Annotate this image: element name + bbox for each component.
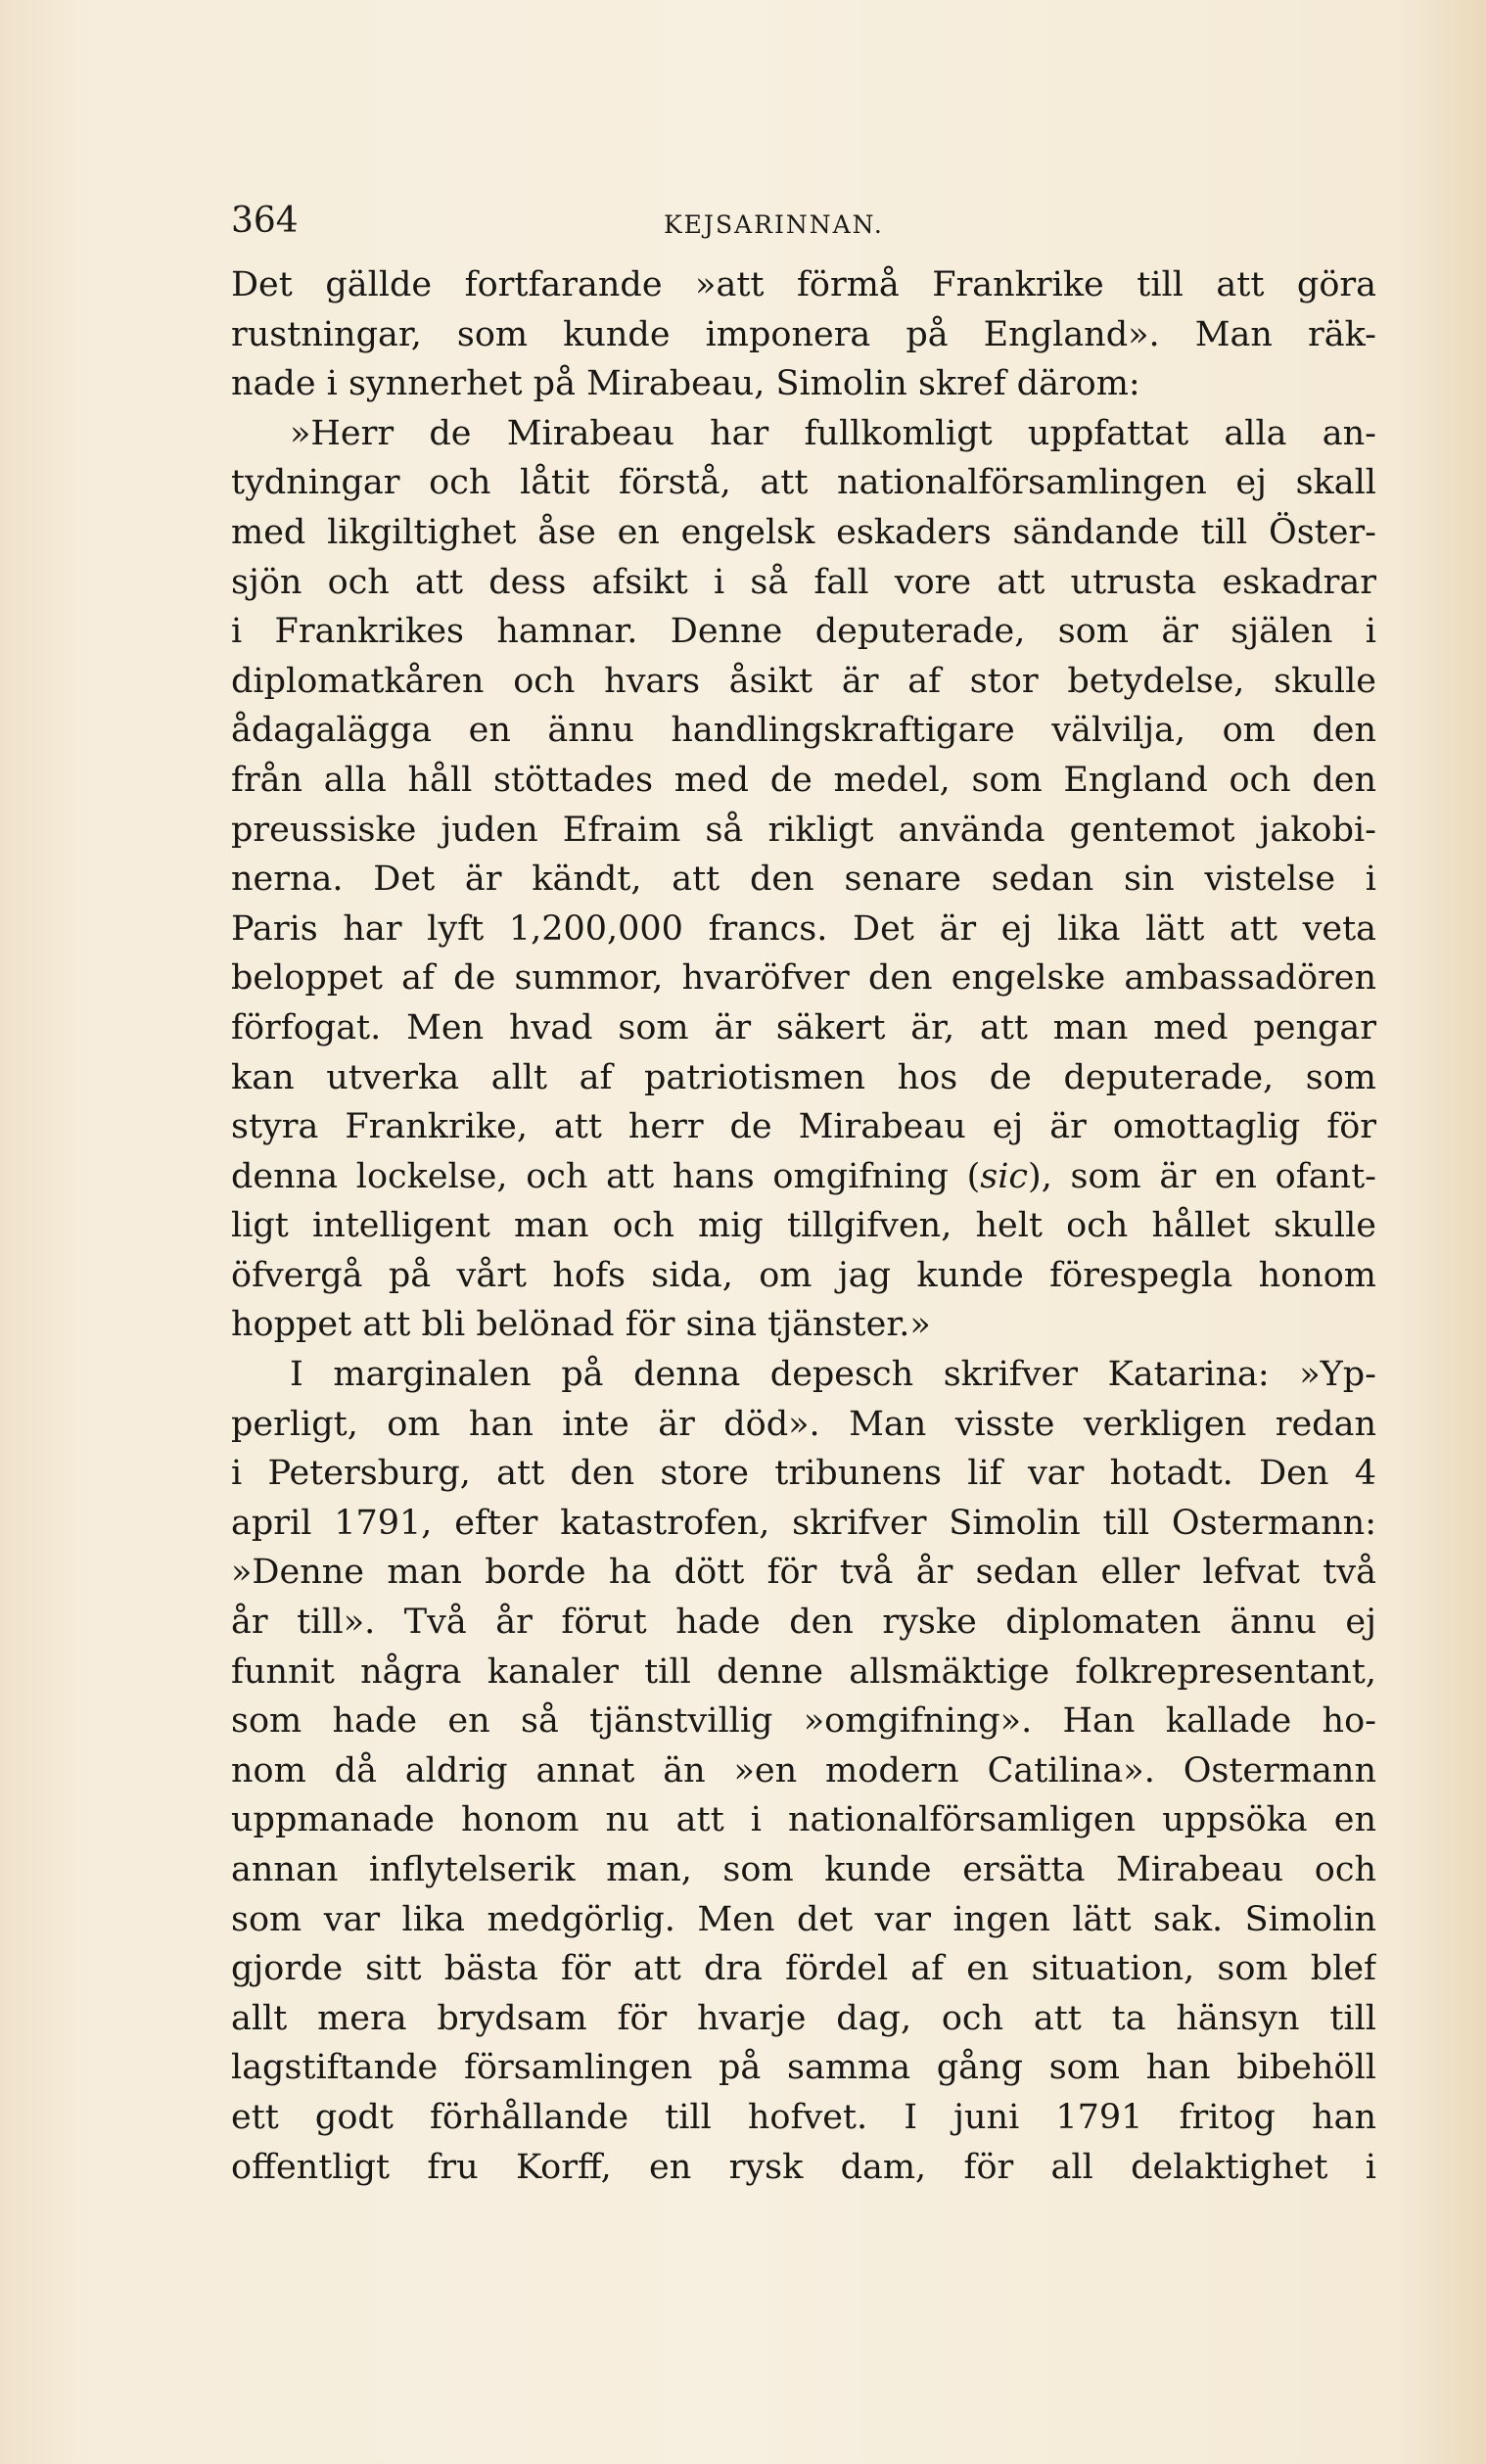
text-line: nom då aldrig annat än »en modern Catilina». Ostermann <box>231 1750 1376 1790</box>
text-line: kan utverka allt af patriotismen hos de deputerade, som <box>231 1057 1376 1097</box>
text-line: »Herr de Mirabeau har fullkomligt uppfattat alla an- <box>290 413 1376 453</box>
text-line: ligt intelligent man och mig tillgifven, helt och hållet skulle <box>231 1206 1376 1246</box>
text-line-part: denna lockelse, och att hans omgifning <box>231 1156 967 1196</box>
running-title: KEJSARINNAN. <box>664 210 884 239</box>
text-line: från alla håll stöttades med de medel, som England och den <box>231 760 1376 800</box>
text-line: sjön och att dess afsikt i så fall vore att utrusta eskadrar <box>231 562 1376 602</box>
body-text <box>231 260 1376 2192</box>
text-line: ådagalägga en ännu handlingskraftigare välvilja, om den <box>231 711 1376 751</box>
text-line: preussiske juden Efraim så rikligt använda gentemot jakobi- <box>231 810 1376 850</box>
text-line: öfvergå på vårt hofs sida, om jag kunde förespegla honom <box>231 1255 1376 1295</box>
text-line-part: ), som är en ofant- <box>1028 1156 1376 1196</box>
text-line: april 1791, efter katastrofen, skrifver Simolin till Ostermann: <box>231 1503 1376 1543</box>
text-line: som var lika medgörlig. Men det var ingen lätt sak. Simolin <box>231 1899 1376 1939</box>
text-line: uppmanade honom nu att i nationalförsamligen uppsöka en <box>231 1800 1376 1840</box>
text-line: styra Frankrike, att herr de Mirabeau ej är omottaglig för <box>231 1107 1376 1147</box>
text-line: år till». Två år förut hade den ryske diplomaten ännu ej <box>231 1603 1376 1643</box>
text-line: lagstiftande församlingen på samma gång som han bibehöll <box>231 2048 1376 2088</box>
text-line: funnit några kanaler till denne allsmäktige folkrepresentant, <box>231 1651 1376 1692</box>
text-line: med likgiltighet åse en engelsk eskaders sändande till Öster- <box>231 512 1376 552</box>
text-line: nerna. Det är kändt, att den senare sedan sin vistelse i <box>231 860 1376 900</box>
text-line: beloppet af de summor, hvaröfver den engelske ambassadören <box>231 958 1376 999</box>
text-line: i Petersburg, att den store tribunens lif var hotadt. Den 4 <box>231 1454 1376 1494</box>
text-line: allt mera brydsam för hvarje dag, och att ta hänsyn till <box>231 1998 1376 2038</box>
text-line-sic: denna lockelse, och att hans omgifning (sic), som är en ofant- <box>231 1156 1376 1196</box>
text-line: nade i synnerhet på Mirabeau, Simolin skref därom: <box>231 364 1140 404</box>
text-line: diplomatkåren och hvars åsikt är af stor betydelse, skulle <box>231 661 1376 701</box>
text-line: »Denne man borde ha dött för två år sedan eller lefvat två <box>231 1553 1376 1593</box>
running-head <box>231 192 1376 251</box>
text-line: ett godt förhållande till hofvet. I juni 1791 fritog han <box>231 2097 1376 2137</box>
text-line: rustningar, som kunde imponera på England». Man räk- <box>231 314 1376 354</box>
text-line: perligt, om han inte är död». Man visste verkligen redan <box>231 1404 1376 1444</box>
text-line: gjorde sitt bästa för att dra fördel af en situation, som blef <box>231 1949 1376 1989</box>
text-line: tydningar och låtit förstå, att nationalförsamlingen ej skall <box>231 463 1376 503</box>
text-line: Det gällde fortfarande »att förmå Frankrike till att göra <box>231 265 1376 304</box>
page-number: 364 <box>231 201 299 241</box>
text-line: förfogat. Men hvad som är säkert är, att man med pengar <box>231 1007 1376 1047</box>
text-line: I marginalen på denna depesch skrifver Katarina: »Yp- <box>290 1355 1376 1395</box>
text-line: offentligt fru Korff, en rysk dam, för all delaktighet i <box>231 2147 1376 2187</box>
text-line: Paris har lyft 1,200,000 francs. Det är ej lika lätt att veta <box>231 908 1376 949</box>
text-line: i Frankrikes hamnar. Denne deputerade, som är själen i <box>231 612 1376 652</box>
sic-annotation: sic <box>980 1156 1029 1196</box>
text-line: annan inflytelserik man, som kunde ersätta Mirabeau och <box>231 1850 1376 1889</box>
text-line: som hade en så tjänstvillig »omgifning». Han kallade ho- <box>231 1701 1376 1742</box>
text-line: hoppet att bli belönad för sina tjänster.» <box>231 1305 931 1345</box>
